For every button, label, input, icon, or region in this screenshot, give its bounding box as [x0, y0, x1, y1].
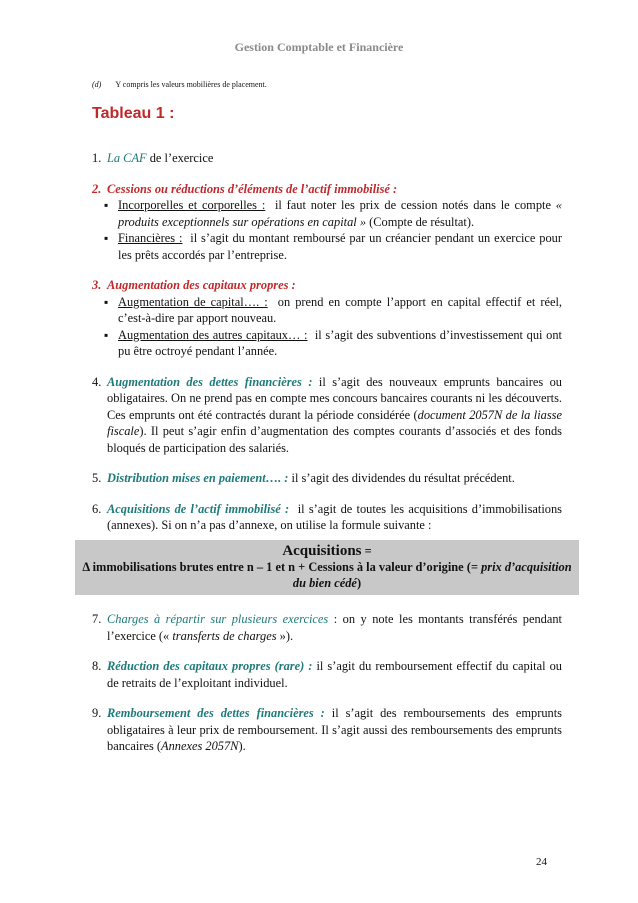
item-text: il s’agit des dividendes du résultat précédent.: [291, 471, 515, 485]
footnote-mark: (d): [92, 80, 102, 89]
item-number: 5.: [92, 471, 102, 485]
content-body: [82, 150, 572, 769]
bullet-text: (Compte de résultat).: [369, 214, 475, 229]
item-text: ). Il peut s’agir enfin d’augmentation des comptes courants d’associés et des fonds bloqués de participation des salariés.: [107, 424, 562, 455]
list-item-3: [92, 277, 562, 360]
item-title: Acquisitions de l’actif immobilisé :: [107, 501, 290, 516]
bullet-text-italic: « produits exceptionnels sur opérations en capital »: [118, 198, 562, 229]
bullet-label: Augmentation de capital…. :: [118, 294, 268, 309]
formula-box: [75, 540, 579, 596]
bullet-text: il faut noter les prix de cession notés dans le compte: [274, 198, 551, 212]
item-text-italic: transferts de charges: [172, 628, 277, 643]
item-number: 9.: [92, 706, 102, 720]
item-text-italic: Annexes 2057N: [161, 739, 239, 753]
list-item-6: [92, 501, 562, 534]
item-title: Réduction des capitaux propres (rare) :: [107, 659, 313, 673]
bullet-item: [104, 230, 562, 263]
bullet-text: on prend en compte l’apport en capital effectif et réel, c’est-à-dire par apport nouveau.: [118, 294, 562, 325]
item-text: il s’agit des remboursements des emprunts obligataires à leur prix de remboursement. Il s’agit aussi des remboursements des emprunts bancaires (: [107, 706, 562, 753]
list-item-5: [92, 470, 562, 487]
formula-body-italic: = prix d’acquisition du bien cédé: [292, 560, 572, 590]
item-title: Augmentation des dettes financières :: [107, 374, 313, 389]
formula-body-end: ): [356, 576, 362, 590]
item-separator: :: [328, 612, 343, 626]
item-number: 3.: [92, 278, 102, 292]
bullet-text: il s’agit des subventions d’investissement qui ont pu être octroyé pendant l’année.: [118, 327, 562, 358]
item-title: Charges à répartir sur plusieurs exercices: [107, 612, 329, 626]
list-item-1: [92, 150, 562, 167]
item-text: »).: [276, 628, 294, 643]
item-title: Distribution mises en paiement…. :: [107, 471, 289, 485]
item-number: 4.: [92, 374, 102, 389]
bullet-text: il s’agit du montant remboursé par un créancier pendant un exercice pour les prêts accordés par l’entreprise.: [118, 231, 562, 262]
item-number: 6.: [92, 501, 102, 516]
section-title: Tableau 1 :: [92, 105, 175, 122]
running-header: Gestion Comptable et Financière: [234, 40, 404, 54]
formula-equals: =: [361, 543, 372, 558]
list-item-2: [92, 181, 562, 264]
list-item-9: [92, 705, 562, 755]
list-item-8: [92, 658, 562, 691]
item-text: il s’agit de toutes les acquisitions d’immobilisations (annexes). Si on n’a pas d’annexe, on utilise la formule suivante :: [107, 501, 562, 532]
page-number: 24: [536, 856, 547, 868]
delta-symbol: Δ: [82, 560, 90, 574]
bullet-list: [104, 197, 562, 263]
item-text: il s’agit des nouveaux emprunts bancaires ou obligataires. On ne prend pas en compte mes concours bancaires courants ni les découverts. Ces emprunts ont été contractés durant la période considérée (: [107, 374, 562, 422]
bullet-item: [104, 294, 562, 327]
item-text: de l’exercice: [149, 151, 214, 165]
item-number: 2.: [92, 181, 102, 196]
formula-title: Acquisitions: [282, 542, 362, 559]
item-number: 1.: [92, 151, 102, 165]
list-item-7: [92, 611, 562, 644]
item-text: on y note les montants transférés pendant l’exercice («: [107, 612, 563, 643]
formula-body: immobilisations brutes entre n – 1 et n + Cessions à la valeur d’origine (: [89, 560, 471, 574]
bullet-item: [104, 327, 562, 360]
list-item-4: [92, 374, 562, 457]
footnote: [92, 80, 267, 89]
bullet-label: Financières :: [118, 231, 183, 245]
bullet-item: [104, 197, 562, 230]
item-title: Remboursement des dettes financières :: [107, 706, 325, 720]
item-number: 7.: [92, 612, 102, 626]
item-text: il s’agit du remboursement effectif du capital ou de retraits de l’exploitant individuel.: [107, 659, 562, 690]
item-title: Cessions ou réductions d’éléments de l’actif immobilisé :: [107, 181, 398, 196]
item-number: 8.: [92, 659, 102, 673]
bullet-label: Augmentation des autres capitaux… :: [118, 327, 308, 342]
bullet-label: Incorporelles et corporelles :: [118, 198, 266, 212]
item-text-italic: document 2057N de la liasse fiscale: [107, 407, 562, 438]
footnote-text: Y compris les valeurs mobilières de placement.: [115, 80, 267, 89]
bullet-list: [104, 294, 562, 360]
item-text: ).: [238, 739, 246, 753]
item-title: Augmentation des capitaux propres :: [107, 278, 296, 292]
item-title: La CAF: [107, 151, 147, 165]
